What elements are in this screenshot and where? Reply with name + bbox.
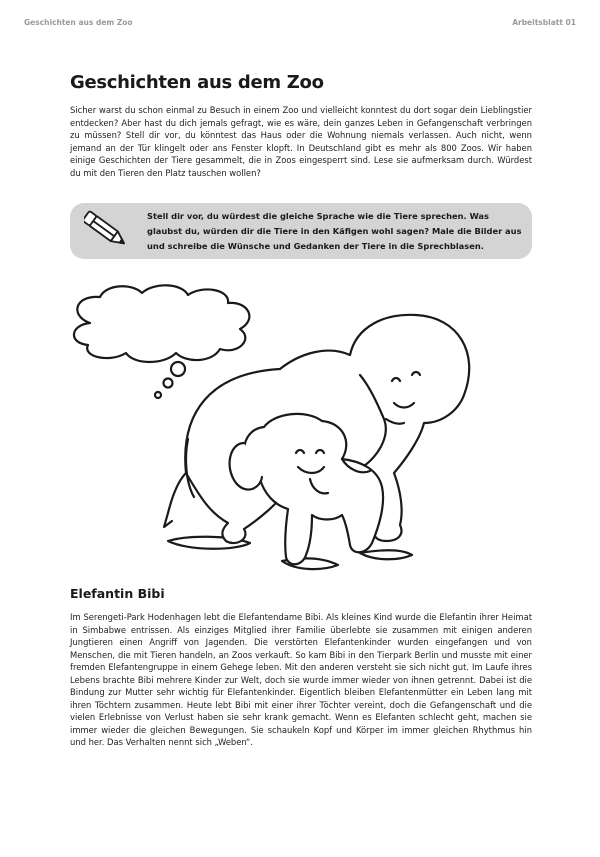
running-header — [24, 18, 576, 27]
page-title: Geschichten aus dem Zoo — [70, 72, 324, 93]
elephant-illustration — [60, 283, 550, 583]
intro-paragraph: Sicher warst du schon einmal zu Besuch in einem Zoo und vielleicht konntest du dort sogar dein Lieblingstier entdecken? Aber hast du dich jemals gefragt, wie es wäre, dein ganzes Leben in Gefangenschaft verbringen zu müssen? Stell dir vor, du könntest das Haus oder die Wohnung niemals verlassen. Auch nicht, wenn jemand an der Tür klingelt oder ans Fenster klopft. In Deutschland gibt es mehr als 800 Zoos. Wir haben einige Geschichten der Tiere gesammelt, die in Zoos eingesperrt sind. Lese sie aufmerksam durch. Würdest du mit den Tieren den Platz tauschen wollen? — [70, 105, 532, 178]
speech-bubble[interactable] — [74, 285, 249, 398]
pencil-icon — [84, 210, 130, 252]
task-box — [70, 203, 532, 259]
section-heading: Elefantin Bibi — [70, 586, 165, 601]
task-instruction: Stell dir vor, du würdest die gleiche Sprache wie die Tiere sprechen. Was glaubst du, würden dir die Tiere in den Käfigen wohl sagen? Male die Bilder aus und schreibe die Wünsche und Gedanken der Tiere in die Sprechblasen. — [147, 211, 522, 251]
header-sheet-number: Arbeitsblatt 01 — [512, 18, 576, 27]
story-paragraph: Im Serengeti-Park Hodenhagen lebt die Elefantendame Bibi. Als kleines Kind wurde die Elefantin ihrer Heimat in Simbabwe entrissen. Als einziges Mitglied ihrer Familie überlebte sie zusammen mit einigen anderen Jungtieren einen Angriff von Jagenden. Die verstörten Elefantenkinder wurden eingefangen und von Menschen, die mit Tieren handeln, an Zoos verkauft. So kam Bibi in den Tierpark Berlin und musste mit einer fremden Elefantengruppe in einem Gehege leben. Mit den anderen versteht sie sich nicht gut. Im Laufe ihres Lebens brachte Bibi mehrere Kinder zur Welt, doch sie wurde immer wieder von ihnen getrennt. Dabei ist die Bindung zur Mutter sehr wichtig für Elefantenkinder. Eigentlich bleiben Elefantenmütter ein Leben lang mit ihren Töchtern zusammen. Heute lebt Bibi mit einer ihrer Töchter vereint, doch die Gefangenschaft und die vielen Erlebnisse von Verlust haben sie sehr krank gemacht. Wenn es Elefanten schlecht geht, machen sie immer wieder die gleichen Bewegungen. Sie schaukeln Kopf und Körper im immer gleichen Rhythmus hin und her. Das Verhalten nennt sich „Weben“. — [70, 612, 532, 748]
header-worksheet-title: Geschichten aus dem Zoo — [24, 18, 133, 27]
